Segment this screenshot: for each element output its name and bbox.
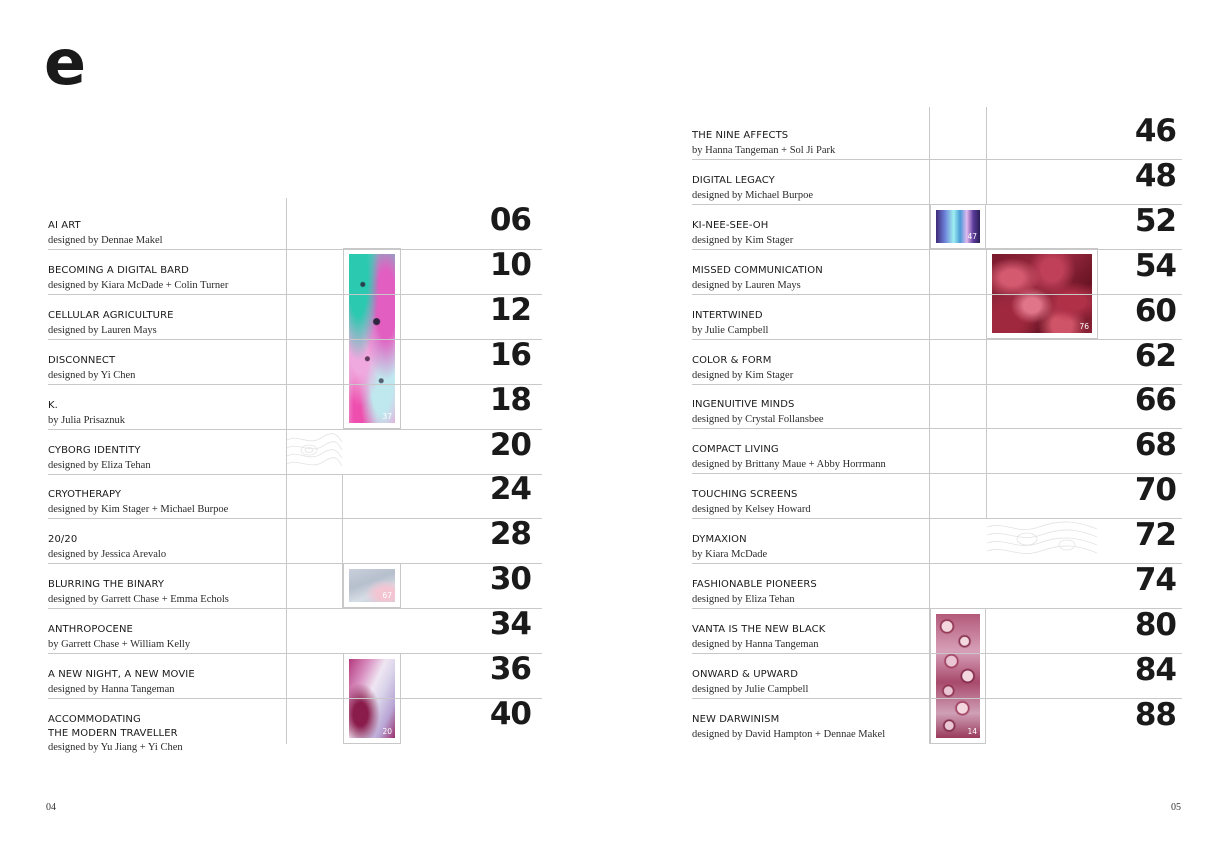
article-title: DIGITAL LEGACY — [692, 174, 775, 186]
article-page-number[interactable]: 68 — [1134, 427, 1176, 464]
article-page-number[interactable]: 70 — [1134, 472, 1176, 509]
article-title: ACCOMMODATING — [48, 713, 141, 725]
article-title-line-2: THE MODERN TRAVELLER — [48, 727, 178, 739]
thumbnail-page-number: 37 — [382, 412, 392, 421]
article-page-number[interactable]: 06 — [489, 202, 531, 238]
article-page-number[interactable]: 34 — [489, 606, 531, 643]
article-title: FASHIONABLE PIONEERS — [692, 579, 817, 590]
thumbnail-page-number: 47 — [967, 232, 977, 241]
article-title: BLURRING THE BINARY — [48, 579, 165, 591]
article-title: ONWARD & UPWARD — [692, 668, 799, 680]
article-title: NEW DARWINISM — [692, 713, 780, 725]
article-page-number[interactable]: 16 — [489, 336, 531, 373]
article-credit: designed by Julie Campbell — [692, 683, 809, 695]
article-page-number[interactable]: 80 — [1134, 606, 1176, 643]
thumbnail-page-number: 14 — [967, 727, 977, 736]
thumbnail-page-number: 20 — [382, 727, 392, 736]
article-title: INGENUITIVE MINDS — [692, 399, 795, 411]
article-credit: designed by Kiara McDade + Colin Turner — [48, 279, 229, 291]
article-title: CYBORG IDENTITY — [48, 444, 141, 456]
article-page-number[interactable]: 18 — [489, 381, 531, 418]
article-credit: by Kiara McDade — [692, 549, 768, 561]
article-title: A NEW NIGHT, A NEW MOVIE — [48, 669, 195, 680]
article-page-number[interactable]: 36 — [489, 651, 531, 687]
article-title: BECOMING A DIGITAL BARD — [48, 264, 189, 276]
article-credit: designed by Hanna Tangeman — [692, 638, 819, 650]
article-page-number[interactable]: 74 — [1134, 562, 1176, 598]
article-credit: designed by Kim Stager — [692, 369, 794, 381]
article-credit: designed by Eliza Tehan — [692, 594, 795, 605]
article-credit: designed by Lauren Mays — [692, 279, 801, 291]
article-page-number[interactable]: 62 — [1134, 337, 1176, 374]
article-credit: designed by Jessica Arevalo — [48, 549, 167, 561]
article-credit: designed by Garrett Chase + Emma Echols — [48, 594, 229, 606]
article-credit: designed by Crystal Follansbee — [692, 414, 824, 426]
article-credit: designed by David Hampton + Dennae Makel — [692, 728, 886, 740]
article-page-number[interactable]: 28 — [489, 516, 531, 553]
page-number-right: 05 — [1171, 802, 1181, 813]
article-title: AI ART — [48, 220, 81, 231]
article-title: THE NINE AFFECTS — [692, 130, 789, 141]
article-title: CRYOTHERAPY — [48, 489, 122, 501]
article-title: DYMAXION — [692, 534, 747, 546]
article-title: INTERTWINED — [692, 309, 763, 321]
article-title: VANTA IS THE NEW BLACK — [692, 623, 826, 635]
article-title: CELLULAR AGRICULTURE — [48, 309, 174, 321]
thumbnail-page-number: 67 — [382, 591, 392, 600]
article-credit: designed by Lauren Mays — [48, 324, 157, 336]
article-title: DISCONNECT — [48, 354, 116, 366]
article-page-number[interactable]: 10 — [489, 246, 531, 283]
article-page-number[interactable]: 84 — [1134, 651, 1176, 688]
article-title: K. — [48, 399, 58, 411]
article-page-number[interactable]: 30 — [489, 561, 531, 598]
magazine-logo: e — [44, 26, 85, 99]
article-title: ANTHROPOCENE — [48, 624, 133, 636]
article-page-number[interactable]: 52 — [1134, 202, 1176, 239]
article-page-number[interactable]: 24 — [489, 471, 531, 508]
article-credit: by Hanna Tangeman + Sol Ji Park — [692, 145, 836, 156]
article-credit: designed by Kim Stager + Michael Burpoe — [48, 504, 229, 516]
article-credit: by Julie Campbell — [692, 324, 769, 336]
article-page-number[interactable]: 60 — [1134, 292, 1176, 329]
thumbnail-page-number: 76 — [1079, 322, 1089, 331]
article-credit: designed by Hanna Tangeman — [48, 684, 175, 695]
article-title: MISSED COMMUNICATION — [692, 264, 823, 276]
article-page-number[interactable]: 40 — [489, 695, 531, 732]
article-page-number[interactable]: 72 — [1134, 517, 1176, 554]
article-page-number[interactable]: 48 — [1134, 157, 1176, 194]
article-title: 20/20 — [48, 534, 78, 546]
article-credit: designed by Kim Stager — [692, 234, 794, 246]
article-credit: by Garrett Chase + William Kelly — [48, 639, 191, 651]
article-page-number[interactable]: 54 — [1134, 247, 1176, 284]
article-title: COMPACT LIVING — [692, 444, 779, 456]
article-title: COLOR & FORM — [692, 354, 772, 366]
article-title: KI-NEE-SEE-OH — [692, 219, 769, 231]
article-credit: designed by Eliza Tehan — [48, 459, 151, 471]
article-credit: designed by Yu Jiang + Yi Chen — [48, 741, 183, 753]
article-page-number[interactable]: 12 — [489, 291, 531, 328]
article-page-number[interactable]: 66 — [1134, 382, 1176, 419]
article-page-number[interactable]: 46 — [1134, 113, 1176, 149]
article-credit: designed by Kelsey Howard — [692, 504, 811, 516]
page-number-left: 04 — [46, 802, 56, 813]
article-page-number[interactable]: 20 — [489, 426, 531, 463]
article-credit: designed by Brittany Maue + Abby Horrmann — [692, 459, 886, 471]
article-title: TOUCHING SCREENS — [692, 489, 798, 501]
article-credit: designed by Yi Chen — [48, 369, 136, 381]
article-credit: designed by Michael Burpoe — [692, 189, 814, 201]
article-credit: designed by Dennae Makel — [48, 235, 163, 246]
article-credit: by Julia Prisaznuk — [48, 414, 125, 426]
article-page-number[interactable]: 88 — [1134, 696, 1176, 733]
